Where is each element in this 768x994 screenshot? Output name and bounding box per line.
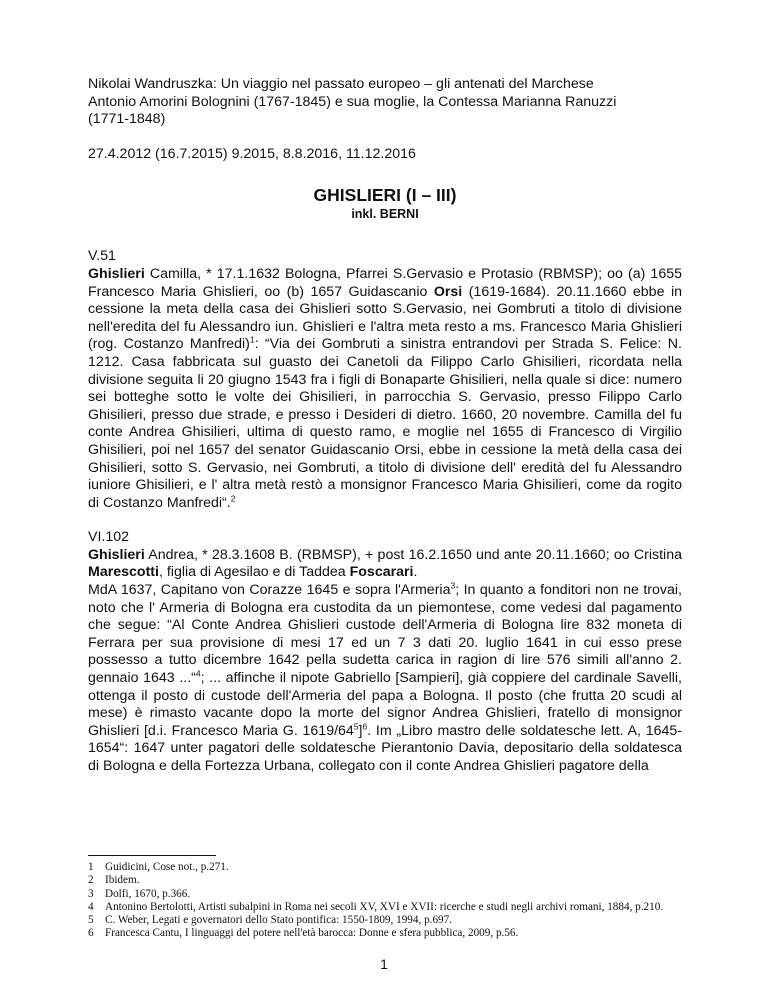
footnote-number: 1	[88, 861, 94, 873]
entry-1-spouse: Orsi	[433, 283, 463, 300]
revision-dates: 27.4.2012 (16.7.2015) 9.2015, 8.8.2016, 11.12.2016	[88, 145, 416, 162]
header-line-3: (1771-1848)	[88, 111, 166, 128]
footnote-separator	[88, 855, 216, 856]
body-text	[88, 76, 682, 776]
footnote-number: 3	[88, 887, 94, 900]
page-number: 1	[380, 956, 388, 972]
footnote	[88, 927, 682, 940]
footnote-ref-2[interactable]: 2	[230, 492, 236, 503]
entry-2-paragraph: MdA 1637, Capitano von Corazze 1645 e sopra l'Armeria$^3$; In quanto a fonditori non ne trovai, noto che l' Armeria di Bologna era custodita da un piemontese, come vedesi dal pagamento che segue: “Al Conte Andrea Ghislieri custode dell'Armeria di Bologna lire 832 moneta di Ferrara per sua provisione di mesi 17 ed un 7 3 dati 20. luglio 1641 in cui esso prese possesso a tutto dicembre 1642 pella sudetta carica in ragion di lire 576 simili all'anno 2. gennaio 1643 ...“$^4$; ... affinche il nipote Gabriello [Sampieri], già coppiere del cardinale Savelli, ottenga il posto di custode dell'Armeria del papa a Bologna. Il posto (che frutta 20 scudi al mese) è rimasto vacante dopo la morte del signor Andrea Ghislieri, fratello di monsignor Ghislieri [d.i. Francesco Maria G. $1619/64^5]^6$. Im „Libro mastro delle soldatesche lett. A, 1645-1654“: 1647 unter pagatori delle soldatesche Pierantonio Davia, depositario della soldatesca di Bologna e della Fortezza Urbana, collegato con il conte Andrea Ghislieri pagatore della	[88, 580, 683, 774]
page-title: GHISLIERI (I – III)	[313, 185, 457, 206]
page-subtitle: inkl. BERNI	[351, 207, 419, 222]
footnotes	[88, 861, 682, 941]
footnote-text: C. Weber, Legati e governatori dello Stato pontifica: 1550-1809, 1994, p.697.	[105, 914, 453, 927]
entry-2-mother: Foscarari	[349, 564, 414, 581]
entry-2-id: VI.102	[88, 529, 130, 546]
footnote-ref-3[interactable]: 3	[450, 580, 456, 591]
footnote	[88, 861, 682, 874]
footnote-text: Guidicini, Cose not., p.271.	[105, 861, 229, 873]
footnote-number: 6	[88, 927, 94, 940]
footnote	[88, 874, 682, 887]
entry-1-text: Ghislieri Camilla, * 17.1.1632 Bologna, Pfarrei S.Gervasio e Protasio (RBMSP); oo (a) 1655 Francesco Maria Ghislieri, oo (b) 1657 Guidascanio Orsi (1619-1684). 20.11.1660 ebbe in cessione la meta della casa dei Ghislieri sotto S.Gervasio, nei Gombruti a titolo di divisione nell'eredita del fu Alessandro iun. Ghislieri e l'altra meta resto a ms. Francesco Maria Ghislieri (rog. Costanzo Manfredi)$^1$: “Via dei Gombruti a sinistra entrandovi per Strada S. Felice: N. 1212. Casa fabbricata sul guasto dei Canetoli da Filippo Carlo Ghisilieri, ricordata nella divisione seguita li 20 giugno 1543 fra i figli di Bonaparte Ghisilieri, nella quale si dice: numero sei botteghe sotto le volte dei Ghisilieri, in parrocchia S. Gervasio, presso Filippo Carlo Ghisilieri, presso due strade, e presso i Desideri di dietro. 1660, 20 novembre. Camilla del fu conte Andrea Ghisilieri, ultima di questo ramo, e moglie nel 1655 di Francesco di Virgilio Ghisilieri, poi nel 1657 del senator Guidascanio Orsi, ebbe in cessione la metà della casa dei Ghisilieri, sotto S. Gervasio, nei Gombruti, a titolo di divisione dell' eredità del fu Alessandro iuniore Ghisilieri, e l' altra metà restò a monsignor Francesco Maria Ghisilieri, come da rogito di Costanzo Manfredi“.$^2$	[88, 265, 682, 511]
entry-1-name: Ghislieri	[88, 265, 145, 282]
footnote-text: Francesca Cantu, I linguaggi del potere nell'età barocca: Donne e sfera pubblica, 2009, p.56.	[105, 927, 519, 940]
footnote-text: Dolfi, 1670, p.366.	[105, 887, 191, 900]
entry-2-text: Ghislieri Andrea, * 28.3.1608 B. (RBMSP), + post 16.2.1650 und ante 20.11.1660; oo Cristina Marescotti, figlia di Agesilao e di Taddea Foscarari.	[88, 546, 682, 581]
entry-2-spouse: Marescotti	[88, 564, 159, 581]
footnote-number: 5	[88, 914, 94, 927]
footnote-ref-1[interactable]: 1	[249, 334, 255, 345]
entry-1-id: V.51	[88, 248, 116, 265]
footnote-number: 2	[88, 874, 94, 887]
footnote	[88, 888, 682, 901]
footnote-ref-5[interactable]: 5	[353, 721, 359, 732]
footnote	[88, 914, 682, 927]
footnote-number: 4	[88, 900, 94, 913]
entry-2-name: Ghislieri	[88, 546, 145, 563]
header-line-2: Antonio Amorini Bolognini (1767-1845) e sua moglie, la Contessa Marianna Ranuzzi	[88, 93, 617, 110]
footnote-text: Ibidem.	[105, 874, 140, 887]
header-line-1: Nikolai Wandruszka: Un viaggio nel passato europeo – gli antenati del Marchese	[88, 76, 594, 92]
footnote-ref-4[interactable]: 4	[195, 668, 201, 679]
footnote-ref-6[interactable]: 6	[362, 721, 368, 732]
footnote-text: Antonino Bertolotti, Artisti subalpini in Roma nei secoli XV, XVI e XVII: ricerche e studi negli archivi romani, 1884, p.210.	[105, 900, 664, 913]
footnote	[88, 901, 682, 914]
